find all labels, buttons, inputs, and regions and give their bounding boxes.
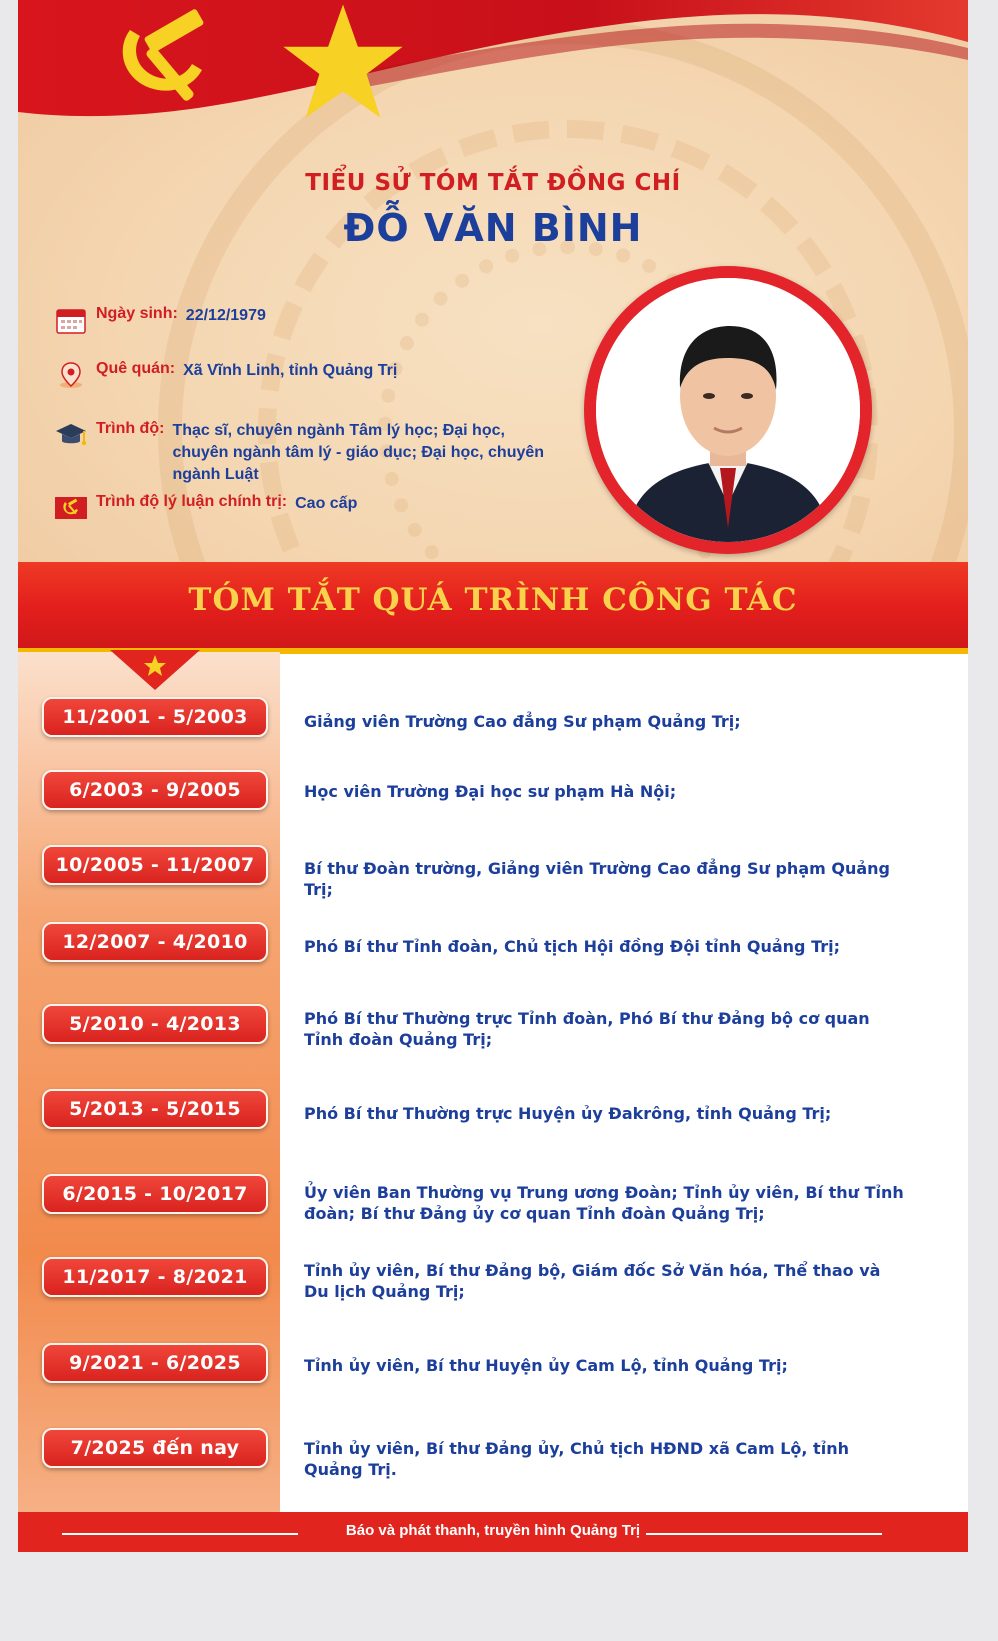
position-description: Phó Bí thư Tỉnh đoàn, Chủ tịch Hội đồng Đội tỉnh Quảng Trị; [304, 937, 840, 956]
page-bottom-margin [18, 1552, 968, 1641]
info-education [54, 420, 545, 483]
period-badge: 5/2013 - 5/2015 [42, 1089, 268, 1129]
position-description: Bí thư Đoàn trường, Giảng viên Trường Cao đẳng Sư phạm Quảng Trị; [304, 859, 890, 899]
party-flag-icon [54, 493, 88, 523]
position-description: Tỉnh ủy viên, Bí thư Đảng bộ, Giám đốc Sở Văn hóa, Thể thao và Du lịch Quảng Trị; [304, 1261, 881, 1301]
birthdate-value: 22/12/1979 [185, 307, 266, 324]
hammer-sickle-icon [98, 8, 238, 108]
portrait-frame [584, 266, 872, 554]
footer-credit: Báo và phát thanh, truyền hình Quảng Trị [345, 1522, 641, 1539]
period-badge: 6/2015 - 10/2017 [42, 1174, 268, 1214]
period-badge: 9/2021 - 6/2025 [42, 1343, 268, 1383]
section-title: TÓM TẮT QUÁ TRÌNH CÔNG TÁC [188, 582, 798, 618]
position-description: Phó Bí thư Thường trực Tỉnh đoàn, Phó Bí thư Đảng bộ cơ quan Tỉnh đoàn Quảng Trị; [304, 1009, 870, 1049]
calendar-icon [54, 305, 88, 335]
position-description: Ủy viên Ban Thường vụ Trung ương Đoàn; Tỉnh ủy viên, Bí thư Tỉnh đoàn; Bí thư Đảng ủy cơ quan Tỉnh đoàn Quảng Trị; [304, 1183, 904, 1223]
position-description: Phó Bí thư Thường trực Huyện ủy Đakrông, tỉnh Quảng Trị; [304, 1104, 832, 1123]
position-description: Học viên Trường Đại học sư phạm Hà Nội; [304, 782, 677, 801]
portrait-photo [596, 278, 860, 542]
education-label: Trình độ: [96, 420, 165, 437]
period-badge: 12/2007 - 4/2010 [42, 922, 268, 962]
location-pin-icon [54, 360, 88, 390]
banner-star-pointer-icon [110, 650, 200, 690]
birthdate-label: Ngày sinh: [96, 305, 178, 322]
period-badge: 5/2010 - 4/2013 [42, 1004, 268, 1044]
biography-poster [18, 0, 968, 1641]
bio-heading: TIỂU SỬ TÓM TẮT ĐỒNG CHÍ [305, 170, 681, 196]
education-value: Thạc sĩ, chuyên ngành Tâm lý học; Đại học, chuyên ngành tâm lý - giáo dục; Đại học, chuyên ngành Luật [172, 422, 545, 483]
political-theory-label: Trình độ lý luận chính trị: [96, 493, 288, 510]
info-birthdate [54, 305, 266, 335]
period-badge: 7/2025 đến nay [42, 1428, 268, 1468]
graduation-cap-icon [54, 420, 88, 450]
gold-star-icon [280, 2, 406, 120]
position-description: Giảng viên Trường Cao đẳng Sư phạm Quảng Trị; [304, 712, 741, 731]
period-badge: 11/2017 - 8/2021 [42, 1257, 268, 1297]
hometown-label: Quê quán: [96, 360, 176, 377]
position-description: Tỉnh ủy viên, Bí thư Huyện ủy Cam Lộ, tỉnh Quảng Trị; [304, 1356, 788, 1375]
position-description: Tỉnh ủy viên, Bí thư Đảng ủy, Chủ tịch HĐND xã Cam Lộ, tỉnh Quảng Trị. [304, 1439, 849, 1479]
period-badge: 11/2001 - 5/2003 [42, 697, 268, 737]
period-badge: 6/2003 - 9/2005 [42, 770, 268, 810]
info-political-theory [54, 493, 357, 523]
period-badge: 10/2005 - 11/2007 [42, 845, 268, 885]
political-theory-value: Cao cấp [295, 495, 358, 512]
info-hometown [54, 360, 397, 390]
hometown-value: Xã Vĩnh Linh, tỉnh Quảng Trị [183, 362, 398, 379]
person-name: ĐỖ VĂN BÌNH [343, 206, 643, 250]
poster-header [18, 0, 968, 590]
